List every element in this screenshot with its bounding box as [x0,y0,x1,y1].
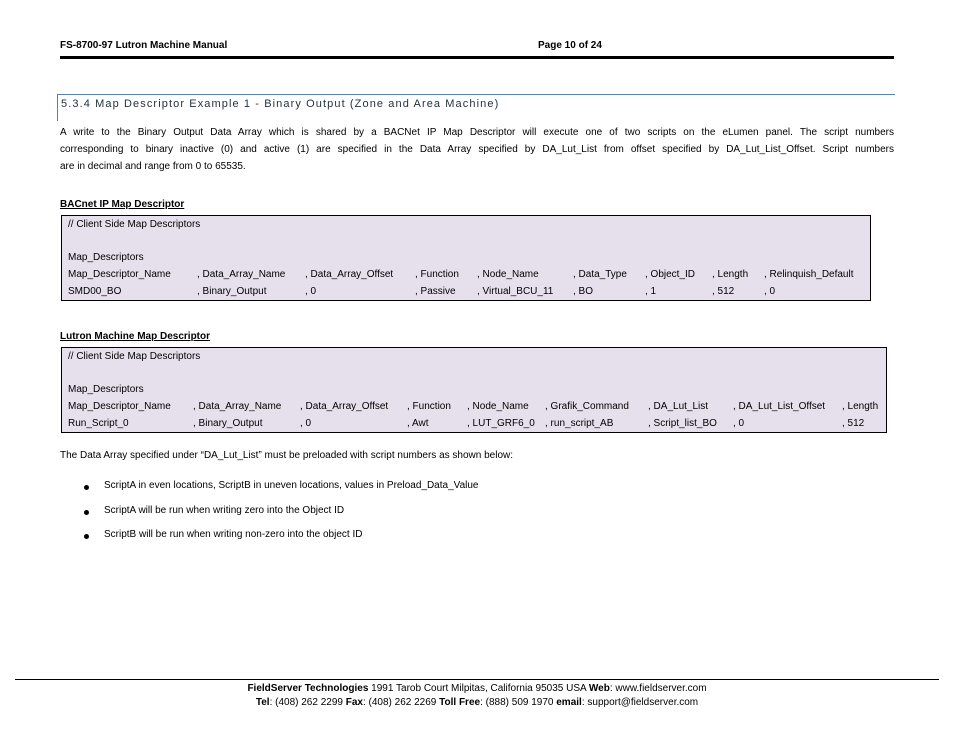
value-cell: , 512 [712,286,735,297]
comment-line: // Client Side Map Descriptors [68,219,201,230]
lutron-descriptor-box [61,347,887,433]
section-title: 5.3.4 Map Descriptor Example 1 - Binary Output (Zone and Area Machine) [61,98,500,110]
value-cell: , 1 [645,286,657,297]
header-row [62,398,886,415]
value-cell: , BO [573,286,594,297]
value-cell: , 512 [842,418,865,429]
comment-line: // Client Side Map Descriptors [68,351,201,362]
header-cell: , Data_Array_Offset [305,269,394,280]
value-cell: , Awt [407,418,429,429]
bullet-icon [84,510,89,515]
value-cell: , 0 [764,286,776,297]
section-name: Map_Descriptors [68,252,144,263]
header-cell: , Data_Array_Name [193,401,282,412]
header-row [62,266,870,283]
bullet-icon [84,485,89,490]
header-cell: , Object_ID [645,269,696,280]
email-label: email [556,697,582,708]
email-address: : support@fieldserver.com [581,697,699,708]
footer-line-1 [0,683,954,694]
page-number: Page 10 of 24 [538,40,602,51]
web-label: Web [588,683,610,694]
header-cell: , Relinquish_Default [764,269,854,280]
header-cell: , Function [415,269,459,280]
value-cell: SMD00_BO [68,286,122,297]
value-cell: , 0 [733,418,745,429]
fax-number: : (408) 262 2269 [362,697,440,708]
value-cell: , LUT_GRF6_0 [467,418,535,429]
intro-paragraph [60,124,894,175]
list-item [0,529,954,543]
paragraph-line: A write to the Binary Output Data Array which is shared by a BACNet IP Map Descriptor will execute one of two scripts on the eLumen panel. The script numbers [60,127,894,138]
list-item-text: ScriptA will be run when writing zero into the Object ID [104,505,345,516]
company-name: FieldServer Technologies [247,683,369,694]
tel-number: : (408) 262 2299 [269,697,346,708]
lutron-descriptor-label: Lutron Machine Map Descriptor [60,331,211,342]
tollfree-number: : (888) 509 1970 [480,697,557,708]
bullet-icon [84,534,89,539]
header-cell: , Data_Array_Offset [300,401,389,412]
header-cell: Map_Descriptor_Name [68,401,171,412]
list-item [0,505,954,519]
bacnet-descriptor-box [61,215,871,301]
document-title: FS-8700-97 Lutron Machine Manual [60,40,228,51]
paragraph-line: are in decimal and range from 0 to 65535. [60,161,246,172]
value-cell: , Script_list_BO [648,418,717,429]
header-cell: , Grafik_Command [545,401,629,412]
value-row [62,283,870,300]
fax-label: Fax [345,697,363,708]
value-cell: , run_script_AB [545,418,614,429]
header-cell: , Length [842,401,879,412]
header-cell: , Length [712,269,749,280]
header-cell: , DA_Lut_List_Offset [733,401,826,412]
preload-note: The Data Array specified under “DA_Lut_List” must be preloaded with script numbers as shown below: [60,450,514,461]
header-cell: , Node_Name [477,269,539,280]
value-cell: , Binary_Output [193,418,263,429]
section-name: Map_Descriptors [68,384,144,395]
header-divider [60,56,894,59]
header-cell: , Data_Array_Name [197,269,286,280]
header-cell: , Node_Name [467,401,529,412]
footer-line-2 [0,697,954,708]
footer-divider [15,679,939,680]
value-row [62,415,886,432]
header-cell: Map_Descriptor_Name [68,269,171,280]
value-cell: , 0 [300,418,312,429]
header-cell: , DA_Lut_List [648,401,709,412]
list-item-text: ScriptA in even locations, ScriptB in uneven locations, values in Preload_Data_Value [104,480,479,491]
list-item [0,480,954,494]
value-cell: , Virtual_BCU_11 [477,286,554,297]
header-cell: , Function [407,401,451,412]
header-cell: , Data_Type [573,269,627,280]
company-address: 1991 Tarob Court Milpitas, California 95035 USA [368,683,589,694]
value-cell: Run_Script_0 [68,418,129,429]
tollfree-label: Toll Free [439,697,481,708]
value-cell: , Binary_Output [197,286,267,297]
bacnet-descriptor-label: BACnet IP Map Descriptor [60,199,185,210]
list-item-text: ScriptB will be run when writing non-zero into the object ID [104,529,363,540]
value-cell: , 0 [305,286,317,297]
tel-label: Tel [255,697,270,708]
paragraph-line: corresponding to binary inactive (0) and active (1) are specified in the Data Array specified by DA_Lut_List from offset specified by DA_Lut_List_Offset. Script numbers [60,144,894,155]
web-address: : www.fieldserver.com [609,683,707,694]
value-cell: , Passive [415,286,456,297]
